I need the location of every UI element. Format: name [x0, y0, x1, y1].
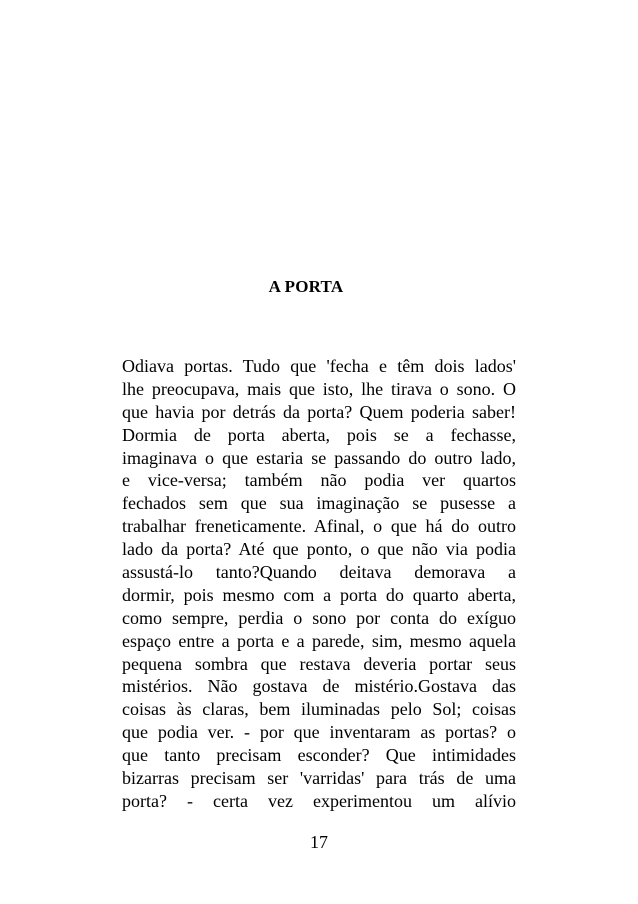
text-line: Odiava portas. Tudo que 'fecha e têm dois lados' — [122, 356, 516, 376]
body-paragraph — [122, 355, 516, 813]
text-line: assustá-lo tanto?Quando deitava demorava a — [122, 562, 516, 583]
text-line: espaço entre a porta e a parede, sim, mesmo aquela — [122, 630, 516, 651]
text-line: como sempre, perdia o sono por conta do exíguo — [122, 607, 516, 628]
text-line: dormir, pois mesmo com a porta do quarto aberta, — [122, 584, 516, 605]
text-line: bizarras precisam ser 'varridas' para trás de uma — [122, 768, 516, 789]
chapter-title: A PORTA — [268, 277, 344, 296]
text-line: pequena sombra que restava deveria portar seus — [122, 653, 516, 674]
text-line: Dormia de porta aberta, pois se a fechasse, — [122, 424, 516, 445]
text-line: imaginava o que estaria se passando do outro lado, — [122, 447, 516, 468]
text-line: que tanto precisam esconder? Que intimidades — [122, 745, 516, 766]
text-line: que podia ver. - por que inventaram as portas? o — [122, 722, 516, 743]
text-line: mistérios. Não gostava de mistério.Gostava das — [122, 676, 516, 697]
text-line: que havia por detrás da porta? Quem poderia saber! — [122, 401, 516, 422]
text-line: coisas às claras, bem iluminadas pelo Sol; coisas — [122, 699, 516, 720]
text-line: lado da porta? Até que ponto, o que não via podia — [122, 539, 516, 560]
text-line: trabalhar freneticamente. Afinal, o que há do outro — [122, 516, 516, 537]
text-line: e vice-versa; também não podia ver quartos — [122, 470, 516, 491]
text-line: fechados sem que sua imaginação se pusesse a — [122, 493, 516, 514]
text-line: lhe preocupava, mais que isto, lhe tirava o sono. O — [122, 378, 516, 399]
text-line: porta? - certa vez experimentou um alívio — [122, 790, 516, 811]
page-number: 17 — [310, 832, 328, 852]
